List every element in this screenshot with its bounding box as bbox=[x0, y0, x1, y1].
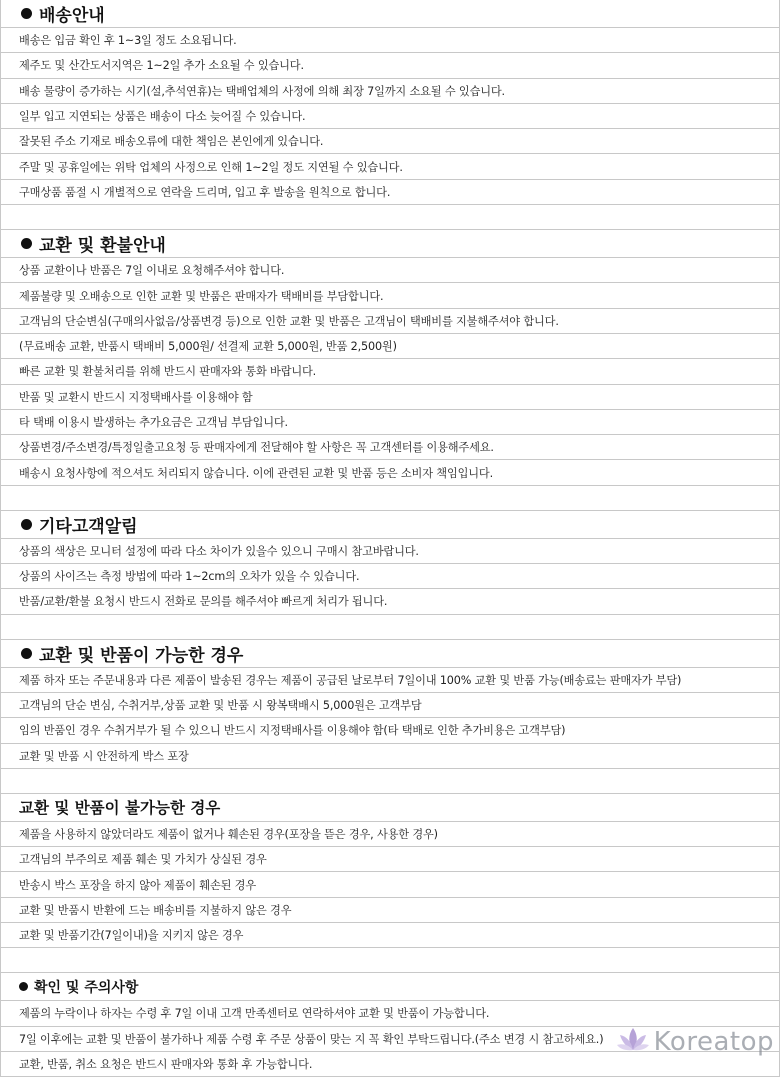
list-item: 제주도 및 산간도서지역은 1~2일 추가 소요될 수 있습니다. bbox=[1, 53, 779, 78]
section-heading-return-possible bbox=[1, 640, 779, 668]
list-item: 빠른 교환 및 환불처리를 위해 반드시 판매자와 통화 바랍니다. bbox=[1, 359, 779, 384]
list-item: 반품 및 교환시 반드시 지정택배사를 이용해야 함 bbox=[1, 385, 779, 410]
list-item: 배송시 요청사항에 적으셔도 처리되지 않습니다. 이에 관련된 교환 및 반품 등은 소비자 책임입니다. bbox=[1, 460, 779, 485]
list-item: 일부 입고 지연되는 상품은 배송이 다소 늦어질 수 있습니다. bbox=[1, 104, 779, 129]
list-item: 교환 및 반품기간(7일이내)을 지키지 않은 경우 bbox=[1, 923, 779, 948]
list-item: 교환, 반품, 취소 요청은 반드시 판매자와 통화 후 가능합니다. bbox=[1, 1052, 779, 1077]
list-item: 고객님의 단순변심(구매의사없음/상품변경 등)으로 인한 교환 및 반품은 고객님이 택배비를 지불해주셔야 합니다. bbox=[1, 309, 779, 334]
list-item: 제품불량 및 오배송으로 인한 교환 및 반품은 판매자가 택배비를 부담합니다. bbox=[1, 283, 779, 308]
list-item: 고객님의 부주의로 제품 훼손 및 가치가 상실된 경우 bbox=[1, 847, 779, 872]
bullet-icon bbox=[21, 648, 32, 659]
spacer-row bbox=[1, 486, 779, 511]
spacer-row bbox=[1, 948, 779, 973]
section-title: 기타고객알림 bbox=[39, 516, 138, 537]
list-item: 구매상품 품절 시 개별적으로 연락을 드리며, 입고 후 발송을 원칙으로 합니다. bbox=[1, 180, 779, 205]
spacer-row bbox=[1, 205, 779, 230]
list-item: 고객님의 단순 변심, 수취거부,상품 교환 및 반품 시 왕복택배시 5,000원은 고객부담 bbox=[1, 693, 779, 718]
list-item: 임의 반품인 경우 수취거부가 될 수 있으니 반드시 지정택배사를 이용해야 함(타 택배로 인한 추가비용은 고객부담) bbox=[1, 718, 779, 743]
watermark-text: Koreatop bbox=[653, 1027, 774, 1057]
spacer-row bbox=[1, 769, 779, 794]
list-item: 반송시 박스 포장을 하지 않아 제품이 훼손된 경우 bbox=[1, 872, 779, 897]
spacer-row bbox=[1, 615, 779, 640]
section-title: 교환 및 반품이 불가능한 경우 bbox=[19, 799, 221, 818]
list-item: 상품의 사이즈는 측정 방법에 따라 1~2cm의 오차가 있을 수 있습니다. bbox=[1, 564, 779, 589]
bullet-icon bbox=[21, 8, 32, 19]
list-item: 7일 이후에는 교환 및 반품이 불가하나 제품 수령 후 주문 상품이 맞는 지 꼭 확인 부탁드립니다.(주소 변경 시 참고하세요.) bbox=[1, 1027, 779, 1052]
section-heading-return-impossible bbox=[1, 794, 779, 822]
list-item: 교환 및 반품 시 안전하게 박스 포장 bbox=[1, 744, 779, 769]
list-item: 배송 물량이 증가하는 시기(설,추석연휴)는 택배업체의 사정에 의해 최장 7일까지 소요될 수 있습니다. bbox=[1, 79, 779, 104]
section-heading-customer-notice bbox=[1, 511, 779, 539]
section-title: 배송안내 bbox=[39, 6, 105, 26]
list-item: 제품의 누락이나 하자는 수령 후 7일 이내 고객 만족센터로 연락하셔야 교환 및 반품이 가능합니다. bbox=[1, 1001, 779, 1026]
list-item: 상품의 색상은 모니터 설정에 따라 다소 차이가 있을수 있으니 구매시 참고바랍니다. bbox=[1, 539, 779, 564]
bullet-icon bbox=[21, 238, 32, 249]
section-title: 교환 및 반품이 가능한 경우 bbox=[39, 645, 244, 666]
list-item: 반품/교환/환불 요청시 반드시 전화로 문의를 해주셔야 빠르게 처리가 됩니다. bbox=[1, 589, 779, 614]
list-item: (무료배송 교환, 반품시 택배비 5,000원/ 선결제 교환 5,000원, 반품 2,500원) bbox=[1, 334, 779, 359]
section-heading-exchange-refund bbox=[1, 230, 779, 258]
watermark bbox=[616, 1026, 774, 1058]
bullet-icon bbox=[19, 982, 28, 991]
list-item: 주말 및 공휴일에는 위탁 업체의 사정으로 인해 1~2일 정도 지연될 수 있습니다. bbox=[1, 154, 779, 179]
list-item: 잘못된 주소 기재로 배송오류에 대한 책임은 본인에게 있습니다. bbox=[1, 129, 779, 154]
list-item: 제품을 사용하지 않았더라도 제품이 없거나 훼손된 경우(포장을 뜯은 경우, 사용한 경우) bbox=[1, 822, 779, 847]
section-title: 확인 및 주의사항 bbox=[34, 979, 139, 996]
list-item: 배송은 입금 확인 후 1~3일 정도 소요됩니다. bbox=[1, 28, 779, 53]
bullet-icon bbox=[21, 519, 32, 530]
list-item: 교환 및 반품시 반환에 드는 배송비를 지불하지 않은 경우 bbox=[1, 898, 779, 923]
list-item: 제품 하자 또는 주문내용과 다른 제품이 발송된 경우는 제품이 공급된 날로부터 7일이내 100% 교환 및 반품 가능(배송료는 판매자가 부담) bbox=[1, 668, 779, 693]
list-item: 상품변경/주소변경/특정일출고요청 등 판매자에게 전달해야 할 사항은 꼭 고객센터를 이용해주세요. bbox=[1, 435, 779, 460]
lotus-icon bbox=[616, 1026, 650, 1058]
list-item: 상품 교환이나 반품은 7일 이내로 요청해주셔야 합니다. bbox=[1, 258, 779, 283]
section-heading-precautions bbox=[1, 973, 779, 1001]
section-heading-shipping bbox=[1, 0, 779, 28]
list-item: 타 택배 이용시 발생하는 추가요금은 고객님 부담입니다. bbox=[1, 410, 779, 435]
section-title: 교환 및 환불안내 bbox=[39, 236, 166, 257]
